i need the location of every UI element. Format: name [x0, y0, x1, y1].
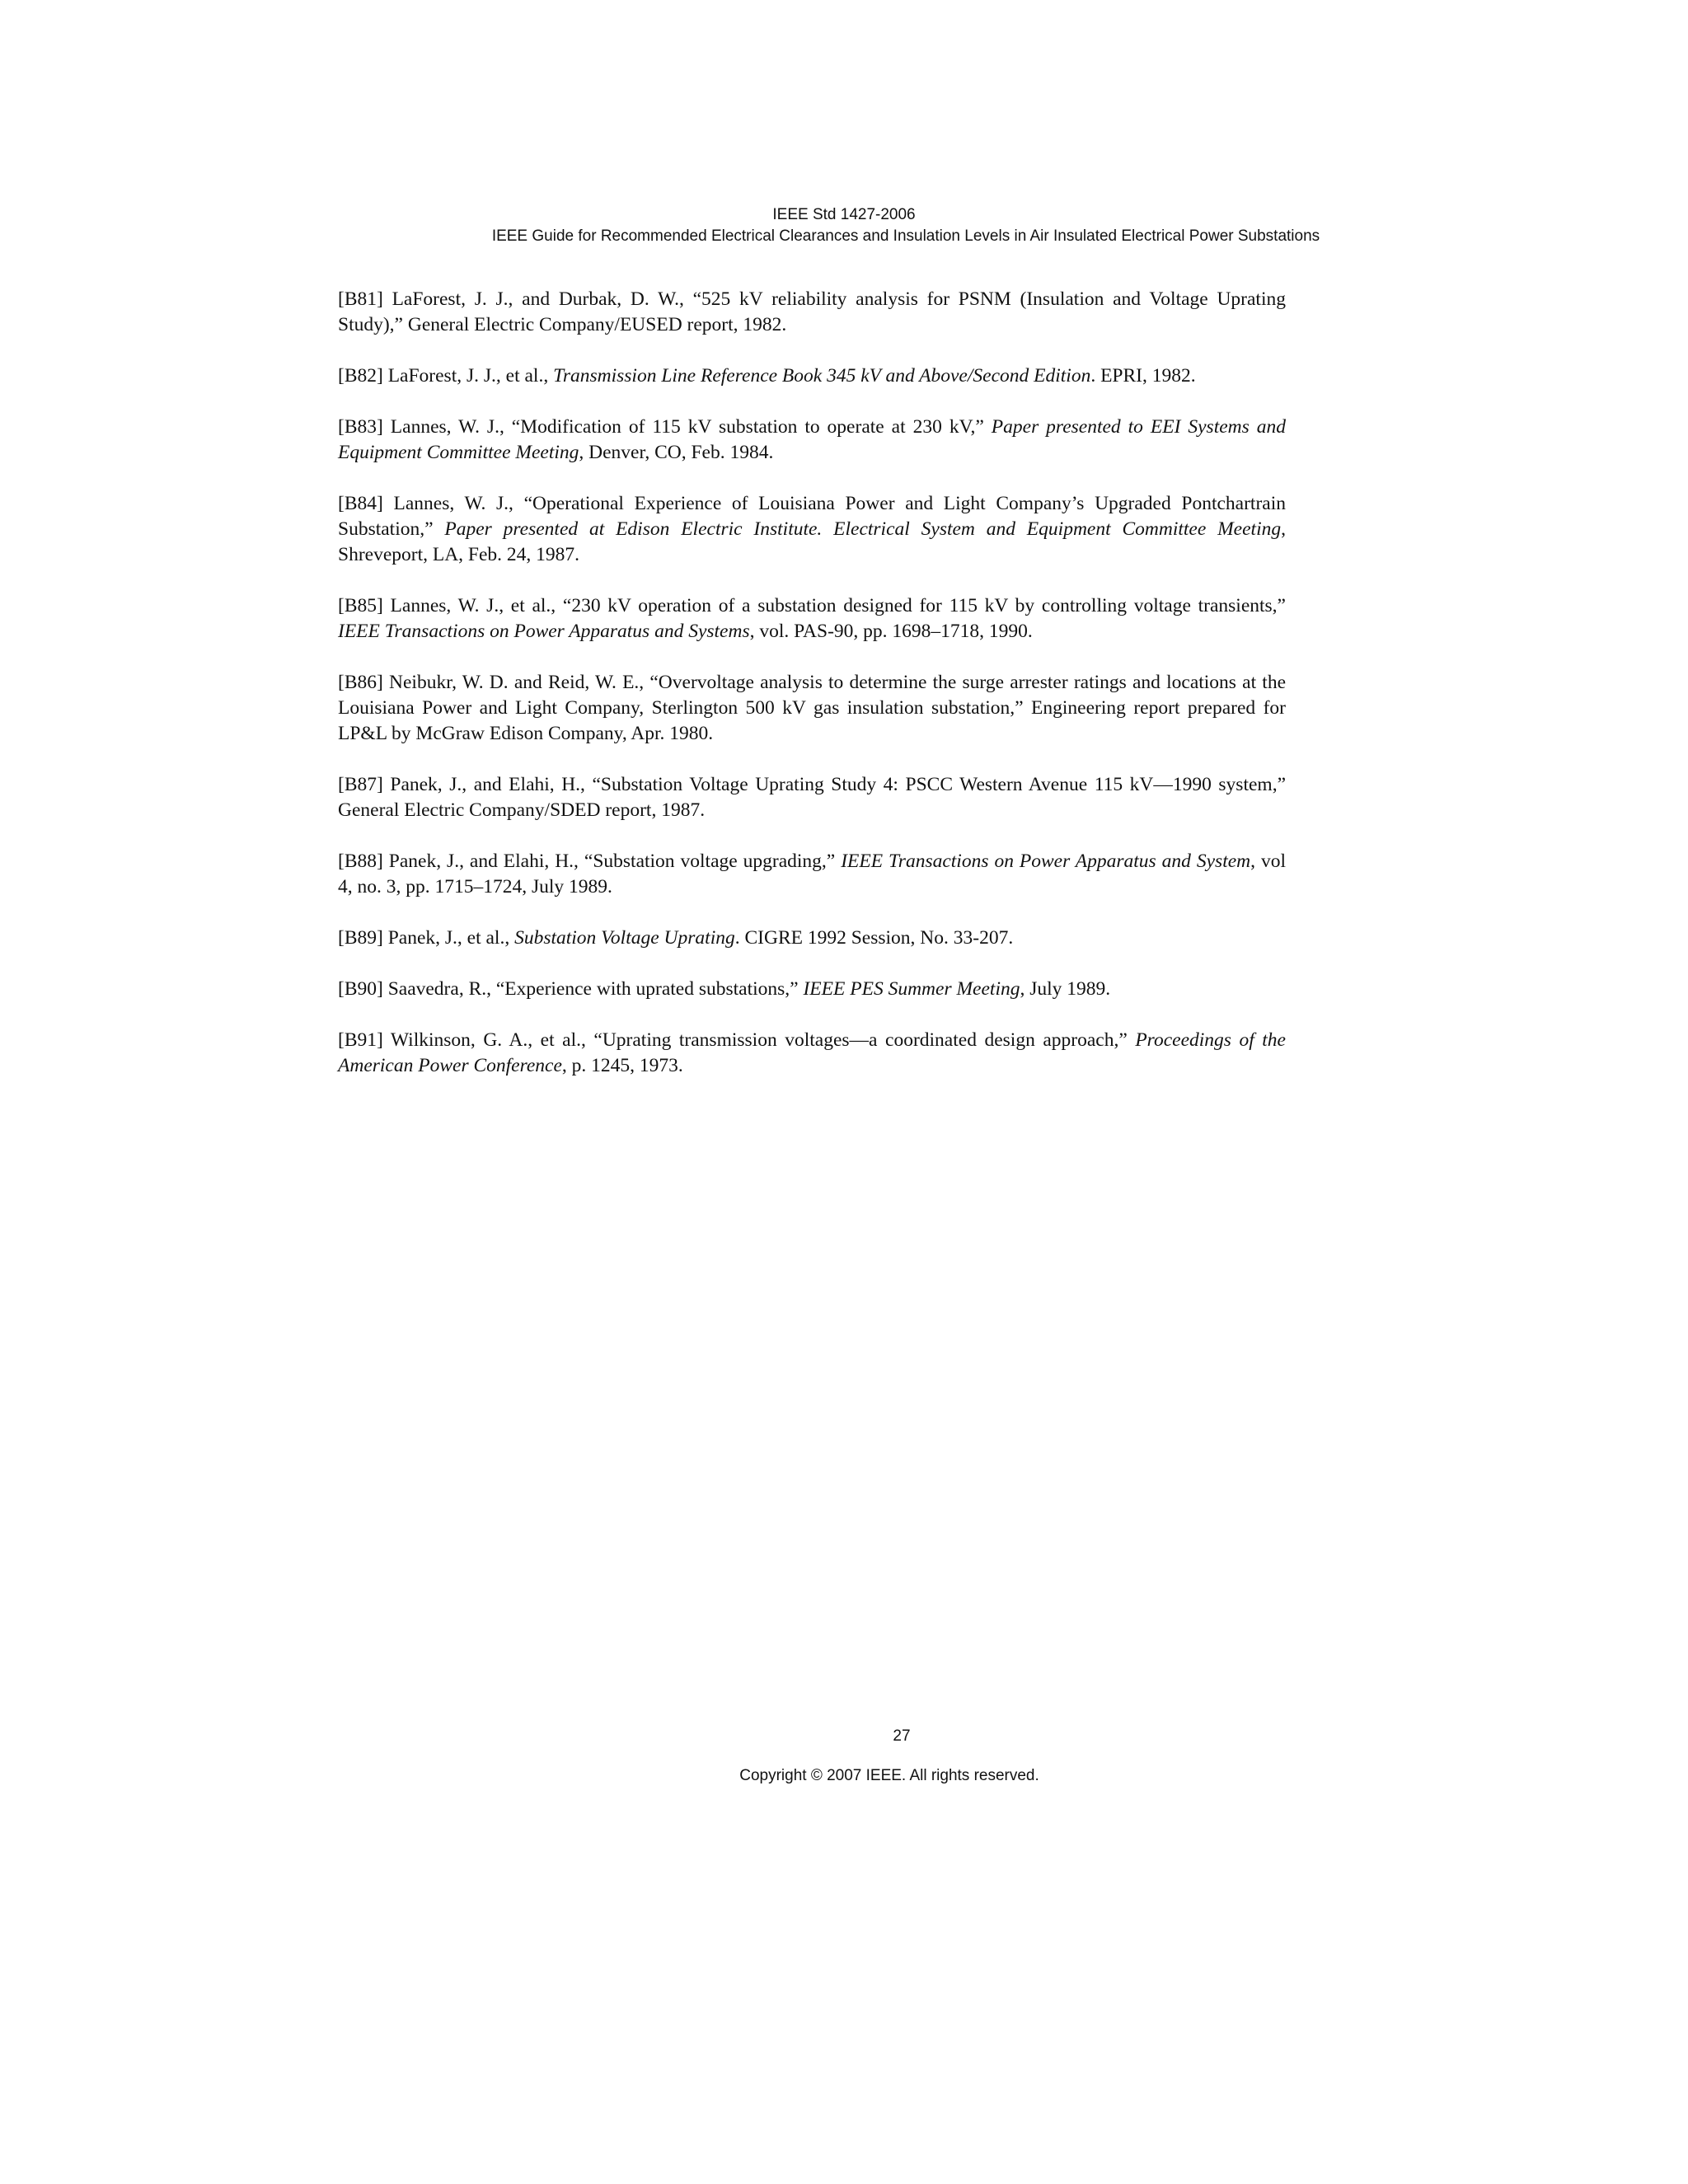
reference-text-end: . EPRI, 1982. — [1090, 365, 1196, 387]
reference-b82 — [338, 363, 1286, 389]
reference-italic: Substation Voltage Uprating — [514, 927, 735, 949]
reference-text-end: , vol. PAS-90, pp. 1698–1718, 1990. — [749, 621, 1033, 642]
reference-italic: IEEE Transactions on Power Apparatus and System — [841, 851, 1251, 872]
reference-text: [B87] Panek, J., and Elahi, H., “Substation Voltage Uprating Study 4: PSCC Western Avenue 115 kV—1990 system,” General Electric Company/SDED report, 1987. — [338, 774, 1286, 821]
reference-b90 — [338, 977, 1286, 1002]
bibliography-list — [338, 287, 1286, 1104]
reference-text: [B86] Neibukr, W. D. and Reid, W. E., “Overvoltage analysis to determine the surge arrester ratings and locations at the Louisiana Power and Light Company, Sterlington 500 kV gas insulation substation,” Engineering report prepared for LP&L by McGraw Edison Company, Apr. 1980. — [338, 672, 1286, 744]
reference-text-end: , Denver, CO, Feb. 1984. — [579, 442, 774, 463]
reference-italic: IEEE Transactions on Power Apparatus and Systems — [338, 621, 750, 642]
reference-b91 — [338, 1028, 1286, 1079]
reference-text: [B85] Lannes, W. J., et al., “230 kV operation of a substation designed for 115 kV by controlling voltage transients,” — [338, 595, 1286, 616]
reference-italic: Transmission Line Reference Book 345 kV and Above/Second Edition — [553, 365, 1091, 387]
reference-italic: Paper presented to EEI Systems and Equipment Committee Meeting — [338, 416, 1286, 463]
reference-text-end: , July 1989. — [1020, 978, 1111, 1000]
copyright-notice: Copyright © 2007 IEEE. All rights reserved. — [739, 1767, 1039, 1784]
reference-text-end: . CIGRE 1992 Session, No. 33-207. — [734, 927, 1014, 949]
page-number: 27 — [893, 1727, 911, 1745]
reference-text-end: , p. 1245, 1973. — [561, 1055, 683, 1076]
reference-text: [B81] LaForest, J. J., and Durbak, D. W., “525 kV reliability analysis for PSNM (Insulation and Voltage Uprating Study),” General Electric Company/EUSED report, 1982. — [338, 288, 1286, 335]
reference-text: [B89] Panek, J., et al., — [338, 927, 515, 949]
reference-b84 — [338, 491, 1286, 568]
reference-text-end: , vol 4, no. 3, pp. 1715–1724, July 1989. — [338, 851, 1287, 898]
page-header — [0, 204, 1688, 245]
standard-number: IEEE Std 1427-2006 — [772, 206, 916, 223]
reference-text: [B84] Lannes, W. J., “Operational Experience of Louisiana Power and Light Company’s Upgraded Pontchartrain Substation,” — [338, 493, 1286, 540]
reference-text: [B83] Lannes, W. J., “Modification of 115 kV substation to operate at 230 kV,” — [338, 416, 992, 438]
reference-b86 — [338, 670, 1286, 747]
reference-text-end: , Shreveport, LA, Feb. 24, 1987. — [338, 518, 1286, 565]
reference-italic: Proceedings of the American Power Conference — [338, 1029, 1286, 1076]
reference-text: [B90] Saavedra, R., “Experience with uprated substations,” — [338, 978, 804, 1000]
reference-b81 — [338, 287, 1286, 338]
reference-text: [B88] Panek, J., and Elahi, H., “Substation voltage upgrading,” — [338, 851, 842, 872]
reference-italic: Paper presented at Edison Electric Institute. Electrical System and Equipment Committee Meeting — [444, 518, 1282, 540]
reference-b83 — [338, 415, 1286, 466]
document-title: IEEE Guide for Recommended Electrical Clearances and Insulation Levels in Air Insulated Electrical Power Substations — [491, 227, 1320, 245]
reference-b88 — [338, 849, 1286, 900]
reference-text: [B91] Wilkinson, G. A., et al., “Uprating transmission voltages—a coordinated design approach,” — [338, 1029, 1136, 1051]
reference-b87 — [338, 772, 1286, 823]
reference-b89 — [338, 926, 1286, 951]
reference-text: [B82] LaForest, J. J., et al., — [338, 365, 554, 387]
reference-b85 — [338, 593, 1286, 644]
reference-italic: IEEE PES Summer Meeting — [803, 978, 1020, 1000]
